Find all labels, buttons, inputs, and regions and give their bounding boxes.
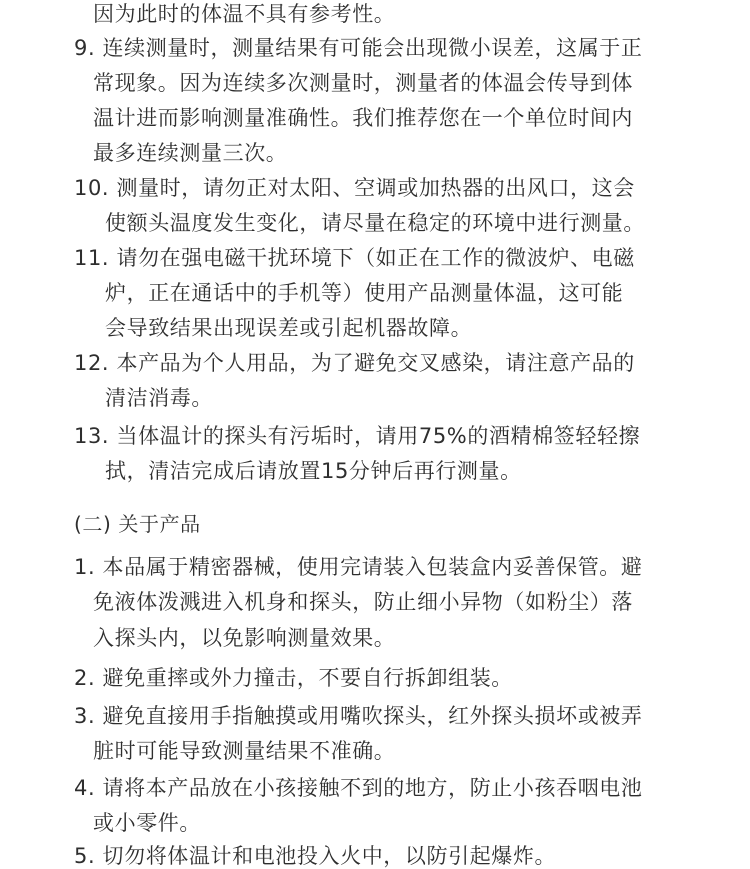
- list-item-1-line: 1. 本品属于精密器械，使用完请装入包装盒内妥善保管。避: [74, 555, 643, 579]
- list-item-12-line: 清洁消毒。: [105, 386, 213, 410]
- list-item-3-line: 脏时可能导致测量结果不准确。: [93, 739, 396, 763]
- list-item-10-line: 使额头温度发生变化，请尽量在稳定的环境中进行测量。: [105, 211, 645, 235]
- list-item-11-line: 炉，正在通话中的手机等）使用产品测量体温，这可能: [105, 281, 624, 305]
- list-item-12-line: 12. 本产品为个人用品，为了避免交叉感染，请注意产品的: [74, 351, 635, 375]
- list-item-9-line: 最多连续测量三次。: [93, 141, 288, 165]
- list-item-11-line: 11. 请勿在强电磁干扰环境下（如正在工作的微波炉、电磁: [74, 246, 635, 270]
- list-item-13-line: 拭，清洁完成后请放置15分钟后再行测量。: [105, 459, 522, 483]
- list-item-10-line: 10. 测量时，请勿正对太阳、空调或加热器的出风口，这会: [74, 176, 635, 200]
- text-line: 因为此时的体温不具有参考性。: [93, 2, 396, 26]
- list-item-11-line: 会导致结果出现误差或引起机器故障。: [105, 316, 473, 340]
- section-heading: (二) 关于产品: [74, 512, 201, 536]
- list-item-1-line: 入探头内，以免影响测量效果。: [93, 626, 396, 650]
- list-item-4-line: 或小零件。: [93, 811, 201, 835]
- list-item-1-line: 免液体泼溅进入机身和探头，防止细小异物（如粉尘）落: [93, 590, 633, 614]
- list-item-2-line: 2. 避免重摔或外力撞击，不要自行拆卸组装。: [74, 666, 513, 690]
- list-item-5-line: 5. 切勿将体温计和电池投入火中，以防引起爆炸。: [74, 844, 557, 868]
- list-item-9-line: 温计进而影响测量准确性。我们推荐您在一个单位时间内: [93, 106, 633, 130]
- list-item-9-line: 9. 连续测量时，测量结果有可能会出现微小误差，这属于正: [74, 36, 643, 60]
- list-item-4-line: 4. 请将本产品放在小孩接触不到的地方，防止小孩吞咽电池: [74, 776, 643, 800]
- list-item-13-line: 13. 当体温计的探头有污垢时，请用75%的酒精棉签轻轻擦: [74, 424, 641, 448]
- list-item-9-line: 常现象。因为连续多次测量时，测量者的体温会传导到体: [93, 71, 633, 95]
- list-item-3-line: 3. 避免直接用手指触摸或用嘴吹探头，红外探头损坏或被弄: [74, 704, 643, 728]
